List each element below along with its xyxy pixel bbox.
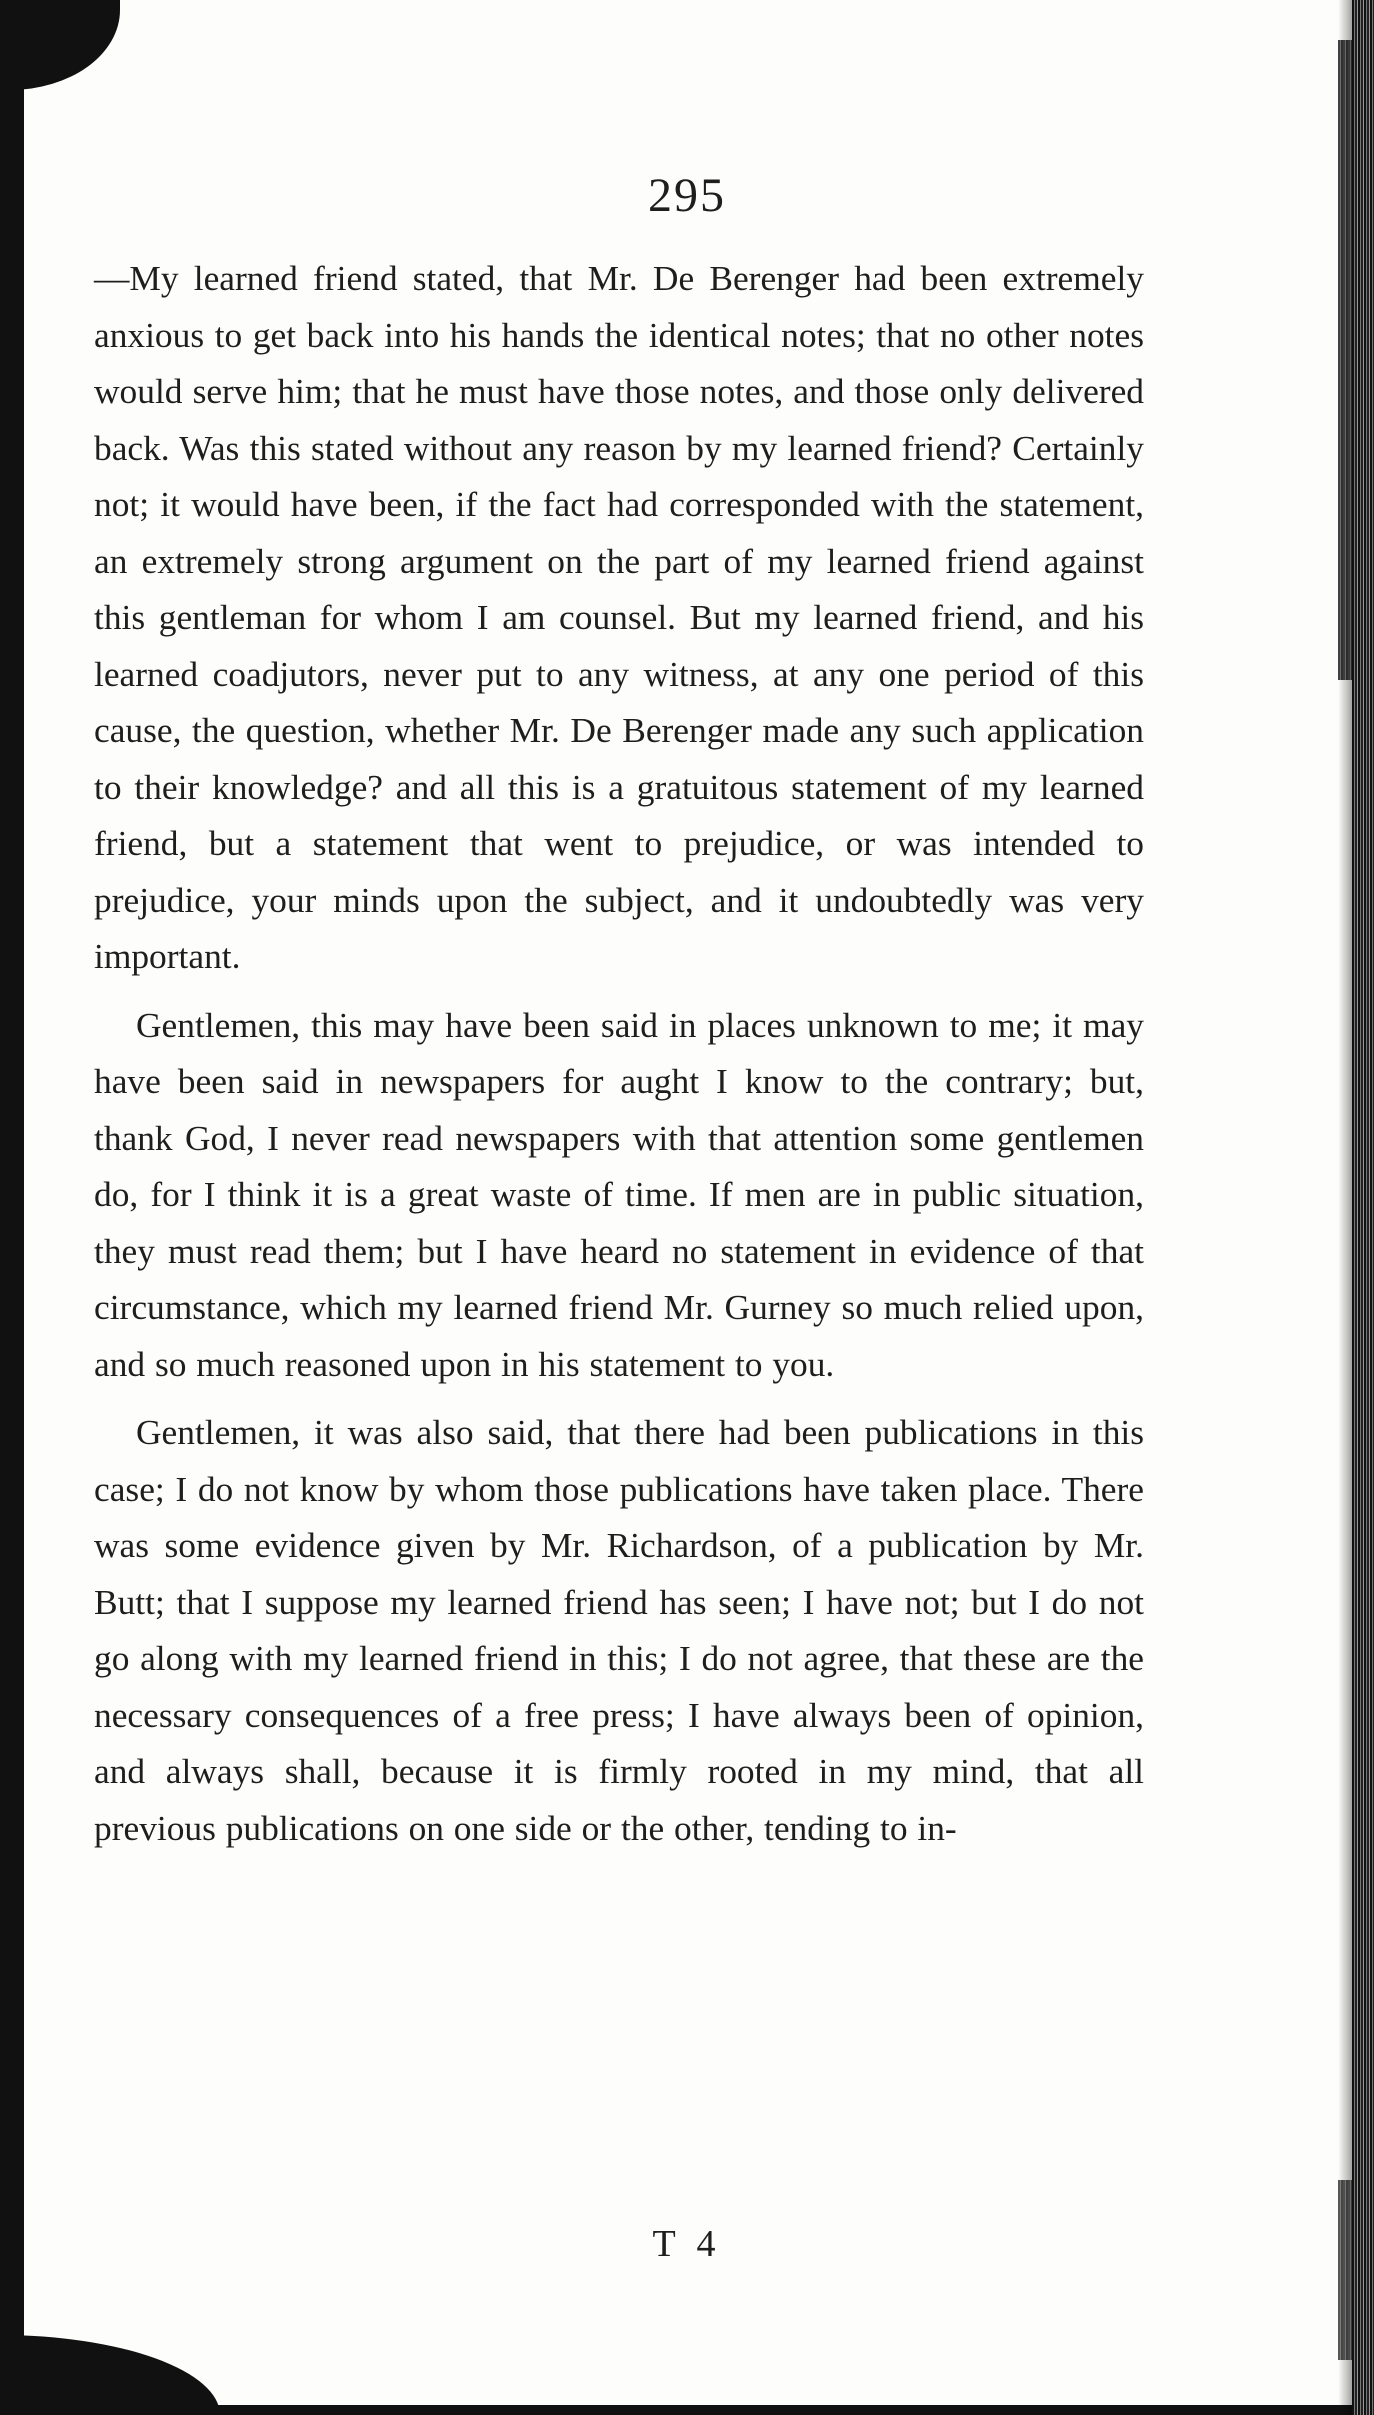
page-edge-stack-top <box>1338 40 1352 680</box>
page-corner-top-left <box>0 0 120 90</box>
page-edge-bottom <box>0 2405 1374 2415</box>
paragraph-1: —My learned friend stated, that Mr. De Berenger had been extremely anxious to get back into his hands the identical notes; that no other notes would serve him; that he must have those notes, and those only delivered back. Was this stated without any reason by my learned friend? Certainly not; it would have been, if the fact had corresponded with the statement, an extremely strong argument on the part of my learned friend against this gentleman for whom I am counsel. But my learned friend, and his learned coadjutors, never put to any witness, at any one period of this cause, the question, whether Mr. De Berenger made any such application to their knowledge? and all this is a gratuitous statement of my learned friend, but a statement that went to prejudice, or was intended to prejudice, your minds upon the subject, and it undoubtedly was very important. <box>94 258 1144 976</box>
page-corner-bottom-left <box>0 2335 220 2415</box>
paragraph-3: Gentlemen, it was also said, that there had been publications in this case; I do not know by whom those publications have taken place. There was some evidence given by Mr. Richardson, of a publication by Mr. Butt; that I suppose my learned friend has seen; I have not; but I do not go along with my learned friend in this; I do not agree, that these are the necessary consequences of a free press; I have always been of opinion, and always shall, because it is firmly rooted in my mind, that all previous publications on one side or the other, tending to in- <box>94 1412 1144 1848</box>
body-text <box>94 250 1144 1856</box>
paragraph-2: Gentlemen, this may have been said in places unknown to me; it may have been said in newspapers for aught I know to the contrary; but, thank God, I never read newspapers with that attention some gentlemen do, for I think it is a great waste of time. If men are in public situation, they must read them; but I have heard no statement in evidence of that circumstance, which my learned friend Mr. Gurney so much relied upon, and so much reasoned upon in his statement to you. <box>94 1004 1144 1384</box>
page-edge-left <box>0 0 24 2415</box>
page-edge-right <box>1352 0 1374 2415</box>
signature-mark: T 4 <box>652 2223 722 2265</box>
page-number: 295 <box>648 169 726 222</box>
page-edge-stack-bottom <box>1338 2180 1352 2360</box>
